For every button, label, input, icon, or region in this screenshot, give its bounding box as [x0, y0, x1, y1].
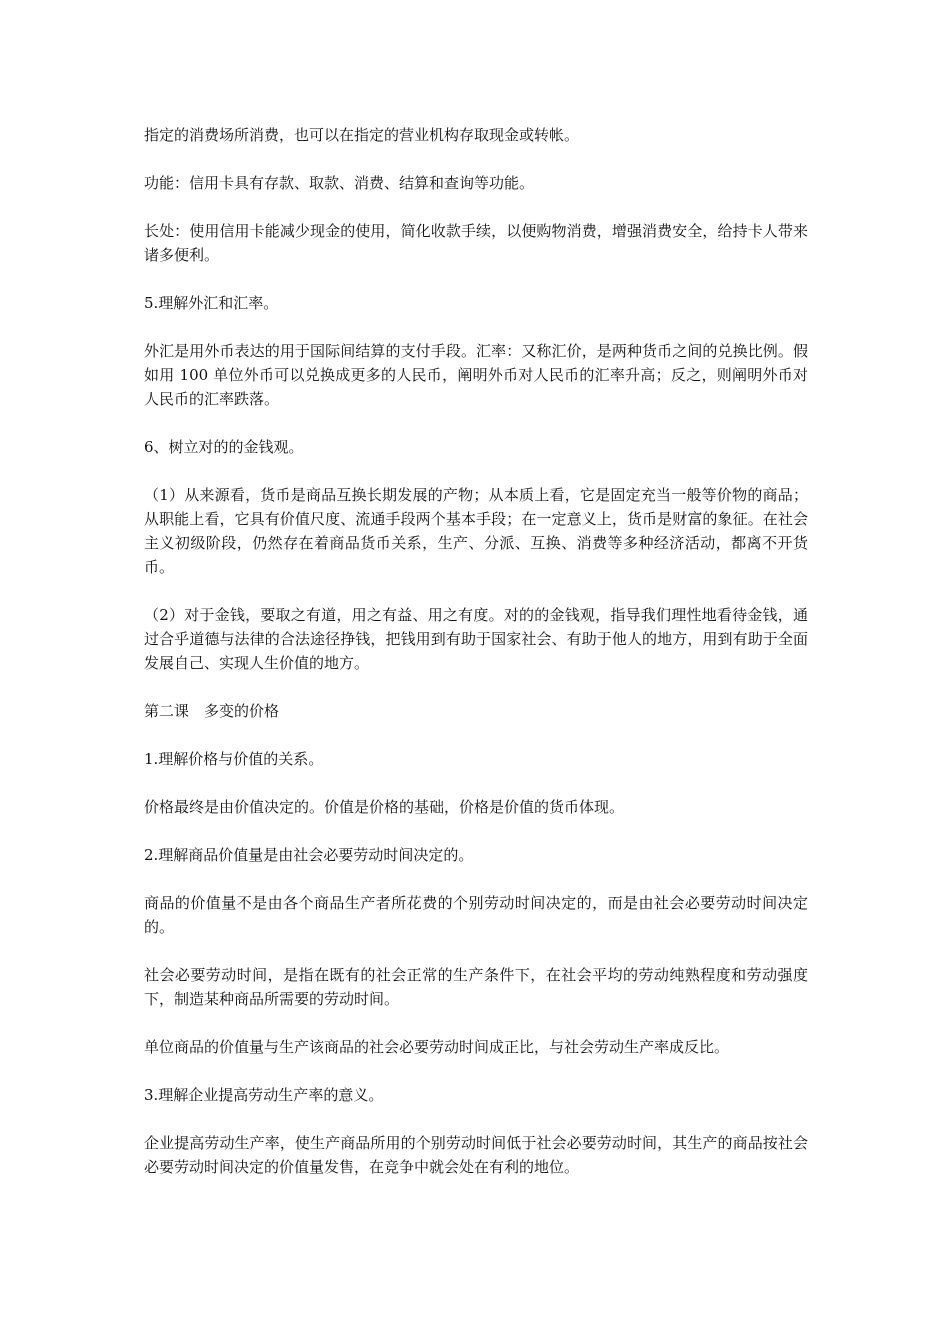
paragraph-foreign-exchange: 外汇是用外币表达的用于国际间结算的支付手段。汇率：又称汇价，是两种货币之间的兑换比例。假如用 100 单位外币可以兑换成更多的人民币，阐明外币对人民币的汇率升高；反之，则阐明外币对人民币的汇率跌落。	[144, 342, 808, 408]
paragraph-money-attitude: （2）对于金钱，要取之有道，用之有益、用之有度。对的的金钱观，指导我们理性地看待金钱，通过合乎道德与法律的合法途径挣钱，把钱用到有助于国家社会、有助于他人的地方，用到有助于全面发展自己、实现人生价值的地方。	[144, 606, 808, 672]
paragraph-productivity: 企业提高劳动生产率，使生产商品所用的个别劳动时间低于社会必要劳动时间，其生产的商品按社会必要劳动时间决定的价值量发售，在竞争中就会处在有利的地位。	[144, 1134, 808, 1176]
paragraph-credit-card-usage: 指定的消费场所消费，也可以在指定的营业机构存取现金或转帐。	[144, 126, 580, 144]
document-body	[144, 123, 808, 1203]
paragraph-price-value: 价格最终是由价值决定的。价值是价格的基础，价格是价值的货币体现。	[144, 798, 625, 816]
paragraph-necessary-labor-time: 社会必要劳动时间，是指在既有的社会正常的生产条件下，在社会平均的劳动纯熟程度和劳动强度下，制造某种商品所需要的劳动时间。	[144, 966, 808, 1008]
paragraph-credit-card-advantages: 长处：使用信用卡能减少现金的使用，简化收款手续，以便购物消费，增强消费安全，给持卡人带来诸多便利。	[144, 222, 808, 264]
heading-value-quantity: 2.理解商品价值量是由社会必要劳动时间决定的。	[144, 846, 474, 864]
heading-productivity: 3.理解企业提高劳动生产率的意义。	[144, 1086, 384, 1104]
paragraph-value-proportion: 单位商品的价值量与生产该商品的社会必要劳动时间成正比，与社会劳动生产率成反比。	[144, 1038, 730, 1056]
heading-money-values: 6、树立对的的金钱观。	[144, 438, 304, 456]
paragraph-money-origin: （1）从来源看，货币是商品互换长期发展的产物；从本质上看，它是固定充当一般等价物的商品；从职能上看，它具有价值尺度、流通手段两个基本手段；在一定意义上，货币是财富的象征。在社会主义初级阶段，仍然存在着商品货币关系，生产、分派、互换、消费等多种经济活动，都离不开货币。	[144, 486, 808, 576]
lesson-title: 第二课 多变的价格	[144, 702, 280, 720]
heading-foreign-exchange: 5.理解外汇和汇率。	[144, 294, 279, 312]
heading-price-value: 1.理解价格与价值的关系。	[144, 750, 324, 768]
paragraph-credit-card-functions: 功能：信用卡具有存款、取款、消费、结算和查询等功能。	[144, 174, 535, 192]
paragraph-value-quantity: 商品的价值量不是由各个商品生产者所花费的个别劳动时间决定的，而是由社会必要劳动时间决定的。	[144, 894, 808, 936]
